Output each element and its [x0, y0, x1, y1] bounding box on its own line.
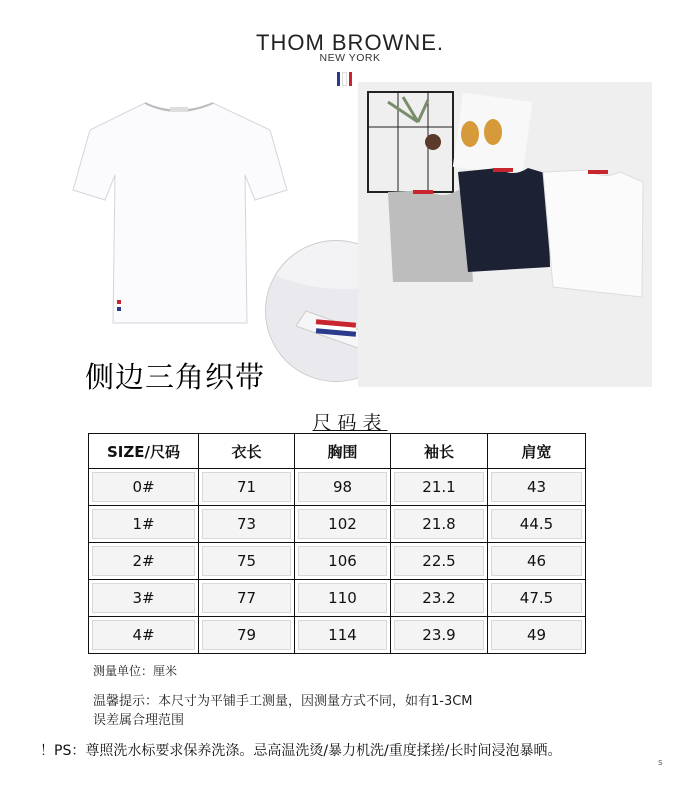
table-row: [89, 580, 586, 617]
cell-size: 0#: [92, 472, 195, 502]
cell-size: 1#: [92, 509, 195, 539]
cell-length: 79: [202, 620, 291, 650]
tip-line-2: 误差属合理范围: [93, 713, 185, 728]
corner-mark: s: [658, 758, 663, 768]
side-tape-caption: 侧边三角织带: [85, 360, 266, 394]
cell-chest: 102: [298, 509, 387, 539]
cell-size: 2#: [92, 546, 195, 576]
tip-line-1: 温馨提示：本尺寸为平铺手工测量，因测量方式不同，如有1-3CM: [93, 694, 473, 709]
cell-shoulder: 47.5: [491, 583, 582, 613]
unit-note: 测量单位：厘米: [93, 664, 178, 678]
flag-stripe-white: [342, 72, 347, 86]
cell-shoulder: 46: [491, 546, 582, 576]
flag-stripe-red: [349, 72, 352, 86]
cell-size: 4#: [92, 620, 195, 650]
header-size: SIZE/尺码: [89, 434, 199, 469]
header-length: 衣长: [199, 434, 295, 469]
cell-length: 77: [202, 583, 291, 613]
cell-length: 73: [202, 509, 291, 539]
flag-icon: [337, 72, 352, 86]
cell-sleeve: 23.9: [394, 620, 484, 650]
table-row: [89, 543, 586, 580]
size-chart-title: 尺码表: [312, 412, 388, 434]
cell-chest: 114: [298, 620, 387, 650]
header-sleeve: 袖长: [391, 434, 488, 469]
cell-chest: 110: [298, 583, 387, 613]
cell-shoulder: 49: [491, 620, 582, 650]
cell-chest: 106: [298, 546, 387, 576]
table-row: [89, 617, 586, 654]
cell-sleeve: 21.8: [394, 509, 484, 539]
table-header-row: [89, 434, 586, 469]
cell-shoulder: 44.5: [491, 509, 582, 539]
cell-size: 3#: [92, 583, 195, 613]
cell-length: 71: [202, 472, 291, 502]
cell-shoulder: 43: [491, 472, 582, 502]
brand-location: NEW YORK: [319, 52, 381, 64]
header-shoulder: 肩宽: [488, 434, 586, 469]
cell-length: 75: [202, 546, 291, 576]
cell-chest: 98: [298, 472, 387, 502]
header-chest: 胸围: [295, 434, 391, 469]
cell-sleeve: 22.5: [394, 546, 484, 576]
table-row: [89, 469, 586, 506]
care-instructions: ！PS：尊照洗水标要求保养洗涤。忌高温洗烫/暴力机洗/重度揉搓/长时间浸泡暴晒。: [40, 743, 562, 759]
flag-stripe-blue: [337, 72, 340, 86]
white-tshirt-image: [65, 95, 295, 330]
brand-name: THOM BROWNE.: [256, 30, 444, 55]
cell-sleeve: 21.1: [394, 472, 484, 502]
cell-sleeve: 23.2: [394, 583, 484, 613]
size-chart-table: [88, 433, 586, 654]
table-row: [89, 506, 586, 543]
product-group-photo: [358, 82, 652, 387]
